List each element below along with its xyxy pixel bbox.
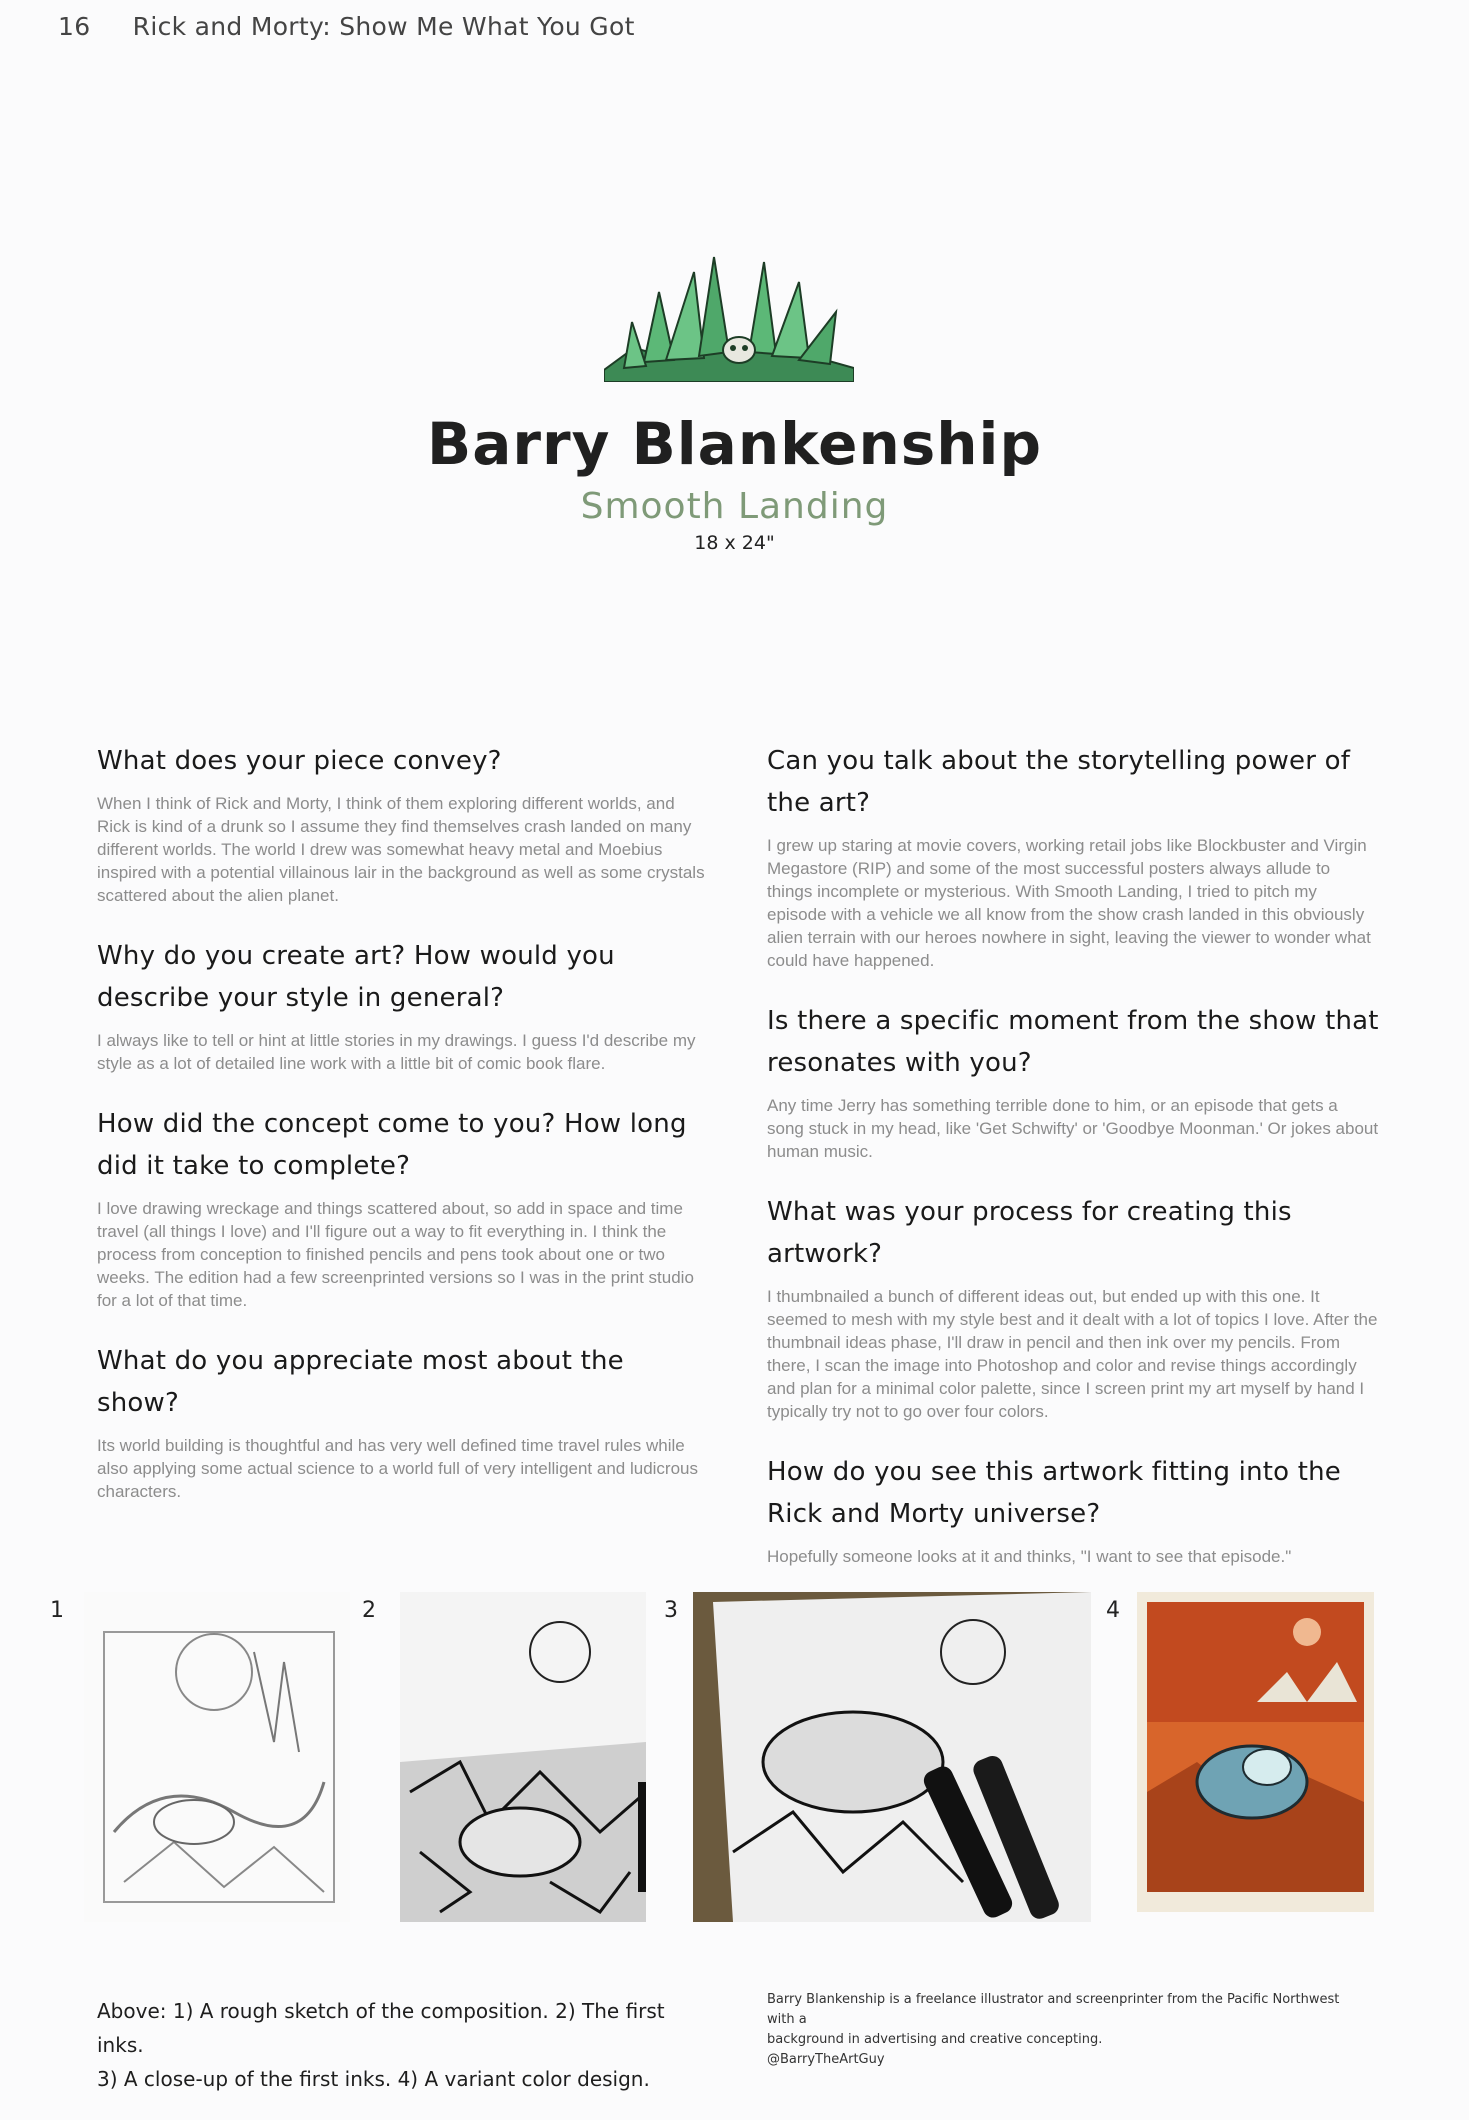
crystal-artwork-icon: [604, 252, 854, 382]
process-number: 3: [664, 1598, 678, 1623]
qa-item: [767, 1191, 1379, 1423]
qa-item: [97, 740, 709, 907]
process-number: 1: [50, 1598, 64, 1623]
qa-item: [767, 1451, 1379, 1568]
interview-question: What do you appreciate most about the show?: [97, 1346, 624, 1418]
image-caption: [97, 1994, 717, 2096]
interview-question: Why do you create art? How would you describe your style in general?: [97, 941, 615, 1013]
interview-question: What does your piece convey?: [97, 746, 502, 776]
caption-line: Above: 1) A rough sketch of the composition. 2) The first inks.: [97, 1999, 665, 2057]
interview-answer: I grew up staring at movie covers, working retail jobs like Blockbuster and Virgin Megastore (RIP) and some of the most successful posters always allude to things incomplete or mysterious. With Smooth Landing, I tried to pitch my episode with a vehicle we all know from the show crash landed in this obviously alien terrain with our heroes nowhere in sight, leaving the viewer to wonder what could have happened.: [767, 836, 1371, 970]
interview-question: How did the concept come to you? How long did it take to complete?: [97, 1109, 687, 1181]
page-number: 16: [58, 12, 91, 41]
qa-item: [97, 1340, 709, 1503]
artwork-size: 18 x 24": [694, 532, 775, 554]
qa-item: [767, 1000, 1379, 1163]
variant-color-image: [1137, 1592, 1374, 1912]
interview-answer: I love drawing wreckage and things scattered about, so add in space and time travel (all things I love) and I'll figure out a way to fit everything in. I think the process from conception to finished pencils and pens took about one or two weeks. The edition had a few screenprinted versions so I was in the print studio for a lot of that time.: [97, 1199, 694, 1310]
interview-question: Is there a specific moment from the show that resonates with you?: [767, 1006, 1379, 1078]
rough-sketch-image: [84, 1592, 350, 1922]
interview-answer: I thumbnailed a bunch of different ideas out, but ended up with this one. It seemed to mesh with my style best and it dealt with a lot of topics I love. After the thumbnail ideas phase, I'll draw in pencil and then ink over my pencils. From there, I scan the image into Photoshop and color and revise things accordingly and plan for a minimal color palette, since I screen print my art myself by hand I typically try not to go over four colors.: [767, 1287, 1378, 1421]
interview-question: What was your process for creating this artwork?: [767, 1197, 1292, 1269]
book-title: Rick and Morty: Show Me What You Got: [132, 12, 635, 41]
interview-question: How do you see this artwork fitting into the Rick and Morty universe?: [767, 1457, 1341, 1529]
interview-left-column: [97, 740, 709, 1531]
first-inks-image: [400, 1592, 646, 1922]
artist-name: Barry Blankenship: [427, 410, 1042, 478]
interview-answer: Any time Jerry has something terrible done to him, or an episode that gets a song stuck in my head, like 'Get Schwifty' or 'Goodbye Moonman.' Or jokes about human music.: [767, 1096, 1379, 1161]
interview-answer: Its world building is thoughtful and has very well defined time travel rules while also applying some actual science to a world full of very intelligent and ludicrous characters.: [97, 1436, 698, 1501]
artist-bio: [767, 1990, 1367, 2070]
interview-answer: I always like to tell or hint at little stories in my drawings. I guess I'd describe my style as a lot of detailed line work with a little bit of comic book flare.: [97, 1031, 696, 1073]
process-number: 2: [362, 1598, 376, 1623]
artwork-title: Smooth Landing: [580, 486, 889, 527]
bio-line: Barry Blankenship is a freelance illustrator and screenprinter from the Pacific Northwest with a: [767, 1992, 1340, 2027]
interview-right-column: [767, 740, 1379, 1596]
inks-closeup-image: [693, 1592, 1091, 1922]
qa-item: [97, 935, 709, 1075]
page-header: [58, 12, 635, 41]
interview-answer: When I think of Rick and Morty, I think of them exploring different worlds, and Rick is kind of a drunk so I assume they find themselves crash landed on many different worlds. The world I drew was somewhat heavy metal and Moebius inspired with a potential villainous lair in the background as well as some crystals scattered about the alien planet.: [97, 794, 705, 905]
qa-item: [97, 1103, 709, 1312]
caption-line: 3) A close-up of the first inks. 4) A variant color design.: [97, 2067, 650, 2091]
process-number: 4: [1106, 1598, 1120, 1623]
artist-handle: @BarryTheArtGuy: [767, 2052, 885, 2067]
bio-line: background in advertising and creative concepting.: [767, 2032, 1103, 2047]
interview-answer: Hopefully someone looks at it and thinks, "I want to see that episode.": [767, 1547, 1292, 1566]
interview-question: Can you talk about the storytelling power of the art?: [767, 746, 1351, 818]
qa-item: [767, 740, 1379, 972]
